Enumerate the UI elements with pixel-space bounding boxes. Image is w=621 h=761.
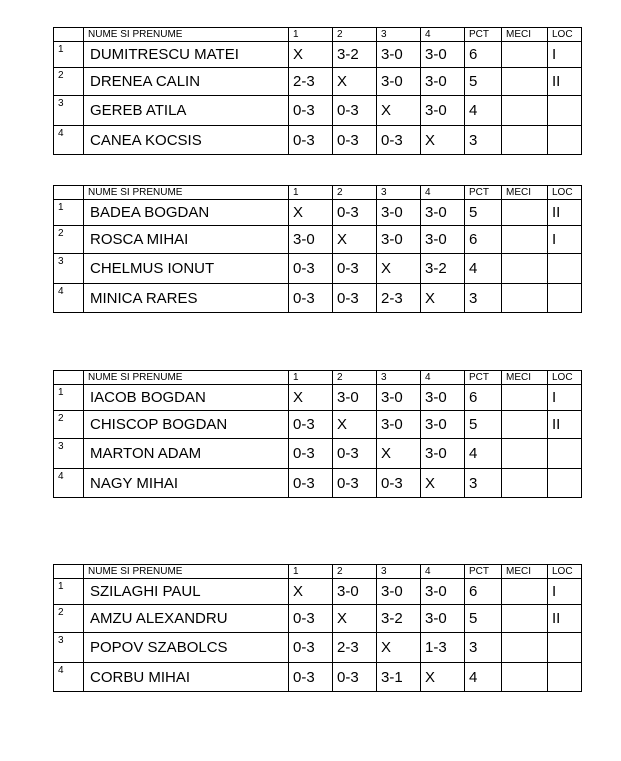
match-2: 3-0 (333, 385, 377, 411)
match-2: 3-0 (333, 579, 377, 605)
hdr-m4: 4 (421, 28, 465, 42)
row-number: 2 (54, 605, 84, 633)
table-row (54, 439, 582, 469)
row-number: 3 (54, 439, 84, 469)
match-1: 0-3 (289, 605, 333, 633)
matches (502, 42, 548, 68)
hdr-m2: 2 (333, 28, 377, 42)
match-3: X (377, 633, 421, 663)
points: 6 (465, 226, 502, 254)
hdr-loc: LOC (548, 371, 582, 385)
player-name: CORBU MIHAI (84, 663, 289, 692)
player-name: GEREB ATILA (84, 96, 289, 126)
player-name: AMZU ALEXANDRU (84, 605, 289, 633)
row-number: 4 (54, 126, 84, 155)
match-3: 3-0 (377, 411, 421, 439)
match-2: X (333, 605, 377, 633)
hdr-m1: 1 (289, 565, 333, 579)
matches (502, 385, 548, 411)
match-1: 0-3 (289, 663, 333, 692)
player-name: MARTON ADAM (84, 439, 289, 469)
header-row (54, 28, 582, 42)
hdr-m4: 4 (421, 371, 465, 385)
match-4: 3-0 (421, 579, 465, 605)
match-3: X (377, 439, 421, 469)
match-2: 0-3 (333, 96, 377, 126)
table-row (54, 226, 582, 254)
match-4: 3-0 (421, 411, 465, 439)
match-4: X (421, 469, 465, 498)
player-name: DUMITRESCU MATEI (84, 42, 289, 68)
match-1: X (289, 385, 333, 411)
matches (502, 579, 548, 605)
hdr-loc: LOC (548, 565, 582, 579)
match-2: 2-3 (333, 633, 377, 663)
place: I (548, 42, 582, 68)
match-2: 0-3 (333, 469, 377, 498)
matches (502, 96, 548, 126)
hdr-nr (54, 371, 84, 385)
points: 3 (465, 469, 502, 498)
match-4: X (421, 126, 465, 155)
match-4: X (421, 284, 465, 313)
matches (502, 226, 548, 254)
player-name: MINICA RARES (84, 284, 289, 313)
match-1: 0-3 (289, 126, 333, 155)
match-3: 3-0 (377, 385, 421, 411)
match-3: 0-3 (377, 469, 421, 498)
group-table-2 (53, 185, 582, 313)
match-2: 0-3 (333, 254, 377, 284)
row-number: 2 (54, 411, 84, 439)
points: 5 (465, 411, 502, 439)
row-number: 4 (54, 284, 84, 313)
hdr-pct: PCT (465, 371, 502, 385)
hdr-m3: 3 (377, 186, 421, 200)
match-1: 3-0 (289, 226, 333, 254)
hdr-meci: MECI (502, 186, 548, 200)
hdr-nr (54, 186, 84, 200)
hdr-pct: PCT (465, 565, 502, 579)
row-number: 1 (54, 579, 84, 605)
place (548, 126, 582, 155)
matches (502, 284, 548, 313)
match-2: X (333, 68, 377, 96)
hdr-meci: MECI (502, 371, 548, 385)
player-name: SZILAGHI PAUL (84, 579, 289, 605)
match-1: X (289, 200, 333, 226)
matches (502, 663, 548, 692)
match-2: 0-3 (333, 284, 377, 313)
match-3: 3-0 (377, 200, 421, 226)
row-number: 4 (54, 469, 84, 498)
table-row (54, 96, 582, 126)
row-number: 3 (54, 254, 84, 284)
matches (502, 439, 548, 469)
match-3: 0-3 (377, 126, 421, 155)
player-name: POPOV SZABOLCS (84, 633, 289, 663)
match-4: 3-0 (421, 96, 465, 126)
hdr-nr (54, 28, 84, 42)
match-1: 2-3 (289, 68, 333, 96)
match-2: X (333, 226, 377, 254)
match-3: X (377, 96, 421, 126)
match-1: 0-3 (289, 254, 333, 284)
matches (502, 605, 548, 633)
matches (502, 633, 548, 663)
matches (502, 411, 548, 439)
points: 5 (465, 605, 502, 633)
match-1: 0-3 (289, 439, 333, 469)
place (548, 254, 582, 284)
place (548, 469, 582, 498)
match-2: 0-3 (333, 439, 377, 469)
player-name: NAGY MIHAI (84, 469, 289, 498)
table-row (54, 605, 582, 633)
table-row (54, 469, 582, 498)
hdr-pct: PCT (465, 186, 502, 200)
hdr-m2: 2 (333, 371, 377, 385)
table-row (54, 200, 582, 226)
match-1: X (289, 42, 333, 68)
match-2: 0-3 (333, 200, 377, 226)
player-name: DRENEA CALIN (84, 68, 289, 96)
matches (502, 469, 548, 498)
points: 4 (465, 254, 502, 284)
match-1: 0-3 (289, 284, 333, 313)
hdr-m3: 3 (377, 28, 421, 42)
hdr-meci: MECI (502, 565, 548, 579)
row-number: 3 (54, 633, 84, 663)
match-4: 3-2 (421, 254, 465, 284)
match-3: 3-1 (377, 663, 421, 692)
player-name: IACOB BOGDAN (84, 385, 289, 411)
group-table-1 (53, 27, 582, 155)
table-row (54, 254, 582, 284)
table-row (54, 284, 582, 313)
row-number: 1 (54, 385, 84, 411)
match-1: 0-3 (289, 469, 333, 498)
player-name: CHELMUS IONUT (84, 254, 289, 284)
place (548, 284, 582, 313)
hdr-m4: 4 (421, 565, 465, 579)
row-number: 2 (54, 68, 84, 96)
match-3: 3-0 (377, 68, 421, 96)
player-name: BADEA BOGDAN (84, 200, 289, 226)
hdr-loc: LOC (548, 186, 582, 200)
table-row (54, 68, 582, 96)
place (548, 439, 582, 469)
row-number: 1 (54, 200, 84, 226)
hdr-m4: 4 (421, 186, 465, 200)
points: 4 (465, 439, 502, 469)
match-2: X (333, 411, 377, 439)
points: 5 (465, 68, 502, 96)
match-3: 2-3 (377, 284, 421, 313)
points: 6 (465, 579, 502, 605)
match-3: 3-0 (377, 579, 421, 605)
header-row (54, 371, 582, 385)
player-name: CHISCOP BOGDAN (84, 411, 289, 439)
hdr-name: NUME SI PRENUME (84, 565, 289, 579)
match-1: X (289, 579, 333, 605)
match-4: X (421, 663, 465, 692)
hdr-m1: 1 (289, 186, 333, 200)
header-row (54, 565, 582, 579)
group-table-4 (53, 564, 582, 692)
table-row (54, 411, 582, 439)
hdr-loc: LOC (548, 28, 582, 42)
place: II (548, 411, 582, 439)
hdr-name: NUME SI PRENUME (84, 371, 289, 385)
table-row (54, 633, 582, 663)
table-row (54, 126, 582, 155)
place (548, 663, 582, 692)
place: I (548, 579, 582, 605)
match-4: 3-0 (421, 385, 465, 411)
match-4: 3-0 (421, 605, 465, 633)
row-number: 2 (54, 226, 84, 254)
place (548, 96, 582, 126)
player-name: ROSCA MIHAI (84, 226, 289, 254)
match-1: 0-3 (289, 633, 333, 663)
hdr-m3: 3 (377, 565, 421, 579)
table-row (54, 663, 582, 692)
row-number: 3 (54, 96, 84, 126)
hdr-m1: 1 (289, 28, 333, 42)
table-row (54, 385, 582, 411)
matches (502, 126, 548, 155)
place: I (548, 226, 582, 254)
match-2: 3-2 (333, 42, 377, 68)
points: 5 (465, 200, 502, 226)
match-3: X (377, 254, 421, 284)
match-3: 3-0 (377, 42, 421, 68)
match-4: 3-0 (421, 42, 465, 68)
hdr-m3: 3 (377, 371, 421, 385)
group-table-3 (53, 370, 582, 498)
header-row (54, 186, 582, 200)
hdr-m2: 2 (333, 186, 377, 200)
points: 4 (465, 96, 502, 126)
place: II (548, 605, 582, 633)
matches (502, 200, 548, 226)
hdr-m1: 1 (289, 371, 333, 385)
match-1: 0-3 (289, 411, 333, 439)
hdr-name: NUME SI PRENUME (84, 28, 289, 42)
match-4: 1-3 (421, 633, 465, 663)
place: II (548, 200, 582, 226)
match-4: 3-0 (421, 439, 465, 469)
match-1: 0-3 (289, 96, 333, 126)
hdr-meci: MECI (502, 28, 548, 42)
points: 3 (465, 633, 502, 663)
hdr-m2: 2 (333, 565, 377, 579)
place (548, 633, 582, 663)
row-number: 1 (54, 42, 84, 68)
points: 4 (465, 663, 502, 692)
hdr-name: NUME SI PRENUME (84, 186, 289, 200)
place: II (548, 68, 582, 96)
hdr-nr (54, 565, 84, 579)
hdr-pct: PCT (465, 28, 502, 42)
points: 6 (465, 385, 502, 411)
table-row (54, 579, 582, 605)
match-3: 3-2 (377, 605, 421, 633)
match-2: 0-3 (333, 126, 377, 155)
matches (502, 254, 548, 284)
player-name: CANEA KOCSIS (84, 126, 289, 155)
matches (502, 68, 548, 96)
points: 3 (465, 284, 502, 313)
match-4: 3-0 (421, 200, 465, 226)
match-4: 3-0 (421, 68, 465, 96)
match-3: 3-0 (377, 226, 421, 254)
match-4: 3-0 (421, 226, 465, 254)
place: I (548, 385, 582, 411)
match-2: 0-3 (333, 663, 377, 692)
points: 6 (465, 42, 502, 68)
row-number: 4 (54, 663, 84, 692)
table-row (54, 42, 582, 68)
points: 3 (465, 126, 502, 155)
